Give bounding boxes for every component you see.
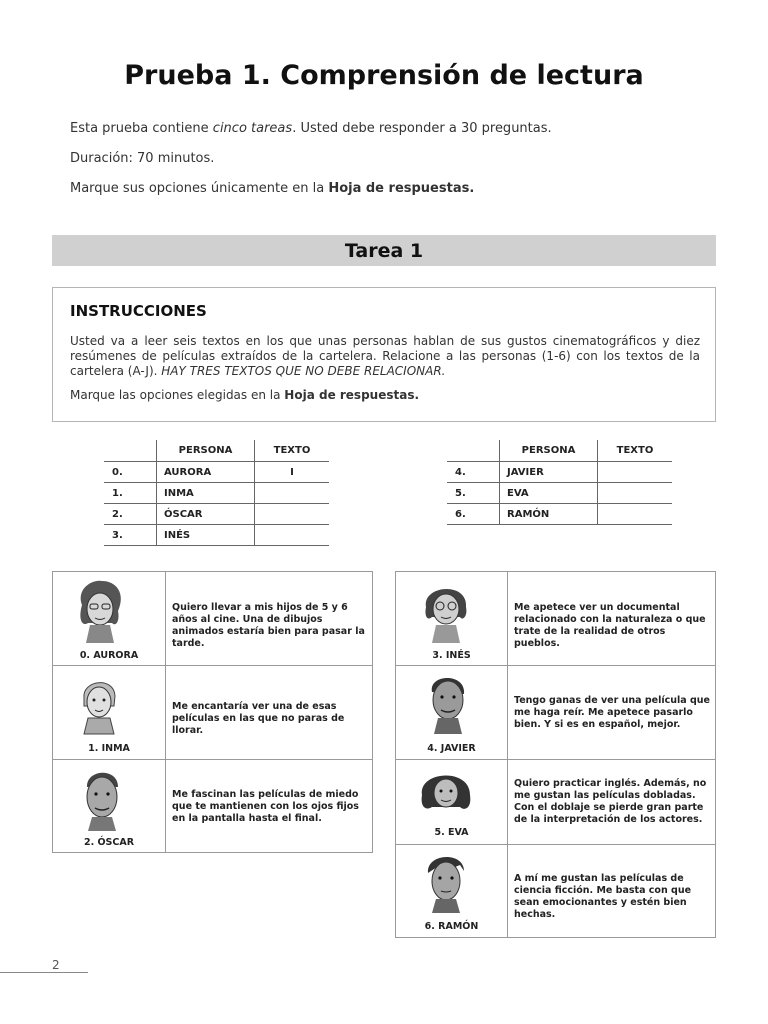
person-label: 5. EVA <box>434 827 469 838</box>
row-persona: INMA <box>157 483 255 504</box>
row-number: 2. <box>104 504 157 525</box>
table-row <box>447 462 672 483</box>
eva-portrait-icon <box>416 765 476 825</box>
person-label: 2. ÓSCAR <box>83 837 135 848</box>
aurora-portrait-icon <box>72 577 128 645</box>
answer-table-right <box>447 440 672 525</box>
row-persona: JAVIER <box>500 462 598 483</box>
table-row <box>447 504 672 525</box>
javier-portrait-icon <box>422 670 472 736</box>
person-label: 0. AURORA <box>79 650 139 661</box>
row-texto[interactable] <box>598 504 673 525</box>
table-row <box>104 504 329 525</box>
person-label: 1. INMA <box>88 743 130 754</box>
header-blank <box>104 440 157 462</box>
table-row <box>104 462 329 483</box>
person-quote: Me encantaría ver una de esas películas en las que no paras de llorar. <box>172 701 345 736</box>
intro-line-tasks: Esta prueba contiene cinco tareas. Usted debe responder a 30 preguntas. <box>70 121 552 136</box>
table-row <box>104 525 329 546</box>
row-texto[interactable] <box>598 483 673 504</box>
person-label: 3. INÉS <box>432 650 471 661</box>
person-quote: Me apetece ver un documental relacionado con la naturaleza o que trate de la realidad de otros pueblos. <box>514 602 706 649</box>
row-texto[interactable] <box>598 462 673 483</box>
table-row <box>104 483 329 504</box>
row-number: 4. <box>447 462 500 483</box>
inma-portrait-icon <box>74 672 124 736</box>
table-row <box>447 483 672 504</box>
person-quote: Quiero practicar inglés. Además, no me gustan las películas dobladas. Con el doblaje se pierde gran parte de la interpretación de los actores. <box>514 778 707 825</box>
person-quote: A mí me gustan las películas de ciencia ficción. Me basta con que sean emocionantes y estén bien hechas. <box>514 873 692 920</box>
header-texto: TEXTO <box>598 440 673 462</box>
row-number: 1. <box>104 483 157 504</box>
row-persona: RAMÓN <box>500 504 598 525</box>
row-texto[interactable] <box>255 525 330 546</box>
intro-line-mark: Marque sus opciones únicamente en la Hoja de respuestas. <box>70 181 475 196</box>
row-number: 5. <box>447 483 500 504</box>
row-number: 3. <box>104 525 157 546</box>
person-quote: Me fascinan las películas de miedo que te mantienen con los ojos fijos en la pantalla hasta el final. <box>172 789 359 824</box>
row-texto[interactable] <box>255 504 330 525</box>
row-texto[interactable] <box>255 483 330 504</box>
person-label: 4. JAVIER <box>427 743 476 754</box>
header-persona: PERSONA <box>157 440 255 462</box>
person-quote: Tengo ganas de ver una película que me haga reír. Me apetece pasarlo bien. Y si es en español, mejor. <box>514 695 710 730</box>
ramon-portrait-icon <box>420 849 472 915</box>
row-persona: EVA <box>500 483 598 504</box>
instructions-box <box>52 287 716 422</box>
task-heading: Tarea 1 <box>52 235 716 266</box>
oscar-portrait-icon <box>78 765 126 833</box>
ines-portrait-icon <box>420 577 472 645</box>
row-number: 0. <box>104 462 157 483</box>
page-number: 2 <box>52 958 60 972</box>
row-number: 6. <box>447 504 500 525</box>
row-persona: INÉS <box>157 525 255 546</box>
instructions-title: INSTRUCCIONES <box>70 302 207 320</box>
row-texto[interactable]: I <box>255 462 330 483</box>
instructions-mark: Marque las opciones elegidas en la Hoja de respuestas. <box>70 388 420 402</box>
instructions-text: Usted va a leer seis textos en los que unas personas hablan de sus gustos cinematográficos y diez resúmenes de películas extraídos de la cartelera. Relacione a las personas (1-6) con los textos de la cartelera (A-J). HAY TRES TEXTOS QUE NO DEBE RELACIONAR. <box>70 334 700 378</box>
answer-table-left <box>104 440 329 546</box>
person-quote: Quiero llevar a mis hijos de 5 y 6 años al cine. Una de dibujos animados estaría bien para pasar la tarde. <box>172 602 365 649</box>
row-persona: ÓSCAR <box>157 504 255 525</box>
intro-line-duration: Duración: 70 minutos. <box>70 151 215 166</box>
person-label: 6. RAMÓN <box>424 921 479 932</box>
footer-divider <box>0 972 88 973</box>
header-texto: TEXTO <box>255 440 330 462</box>
header-blank <box>447 440 500 462</box>
header-persona: PERSONA <box>500 440 598 462</box>
row-persona: AURORA <box>157 462 255 483</box>
page-title: Prueba 1. Comprensión de lectura <box>124 60 644 91</box>
